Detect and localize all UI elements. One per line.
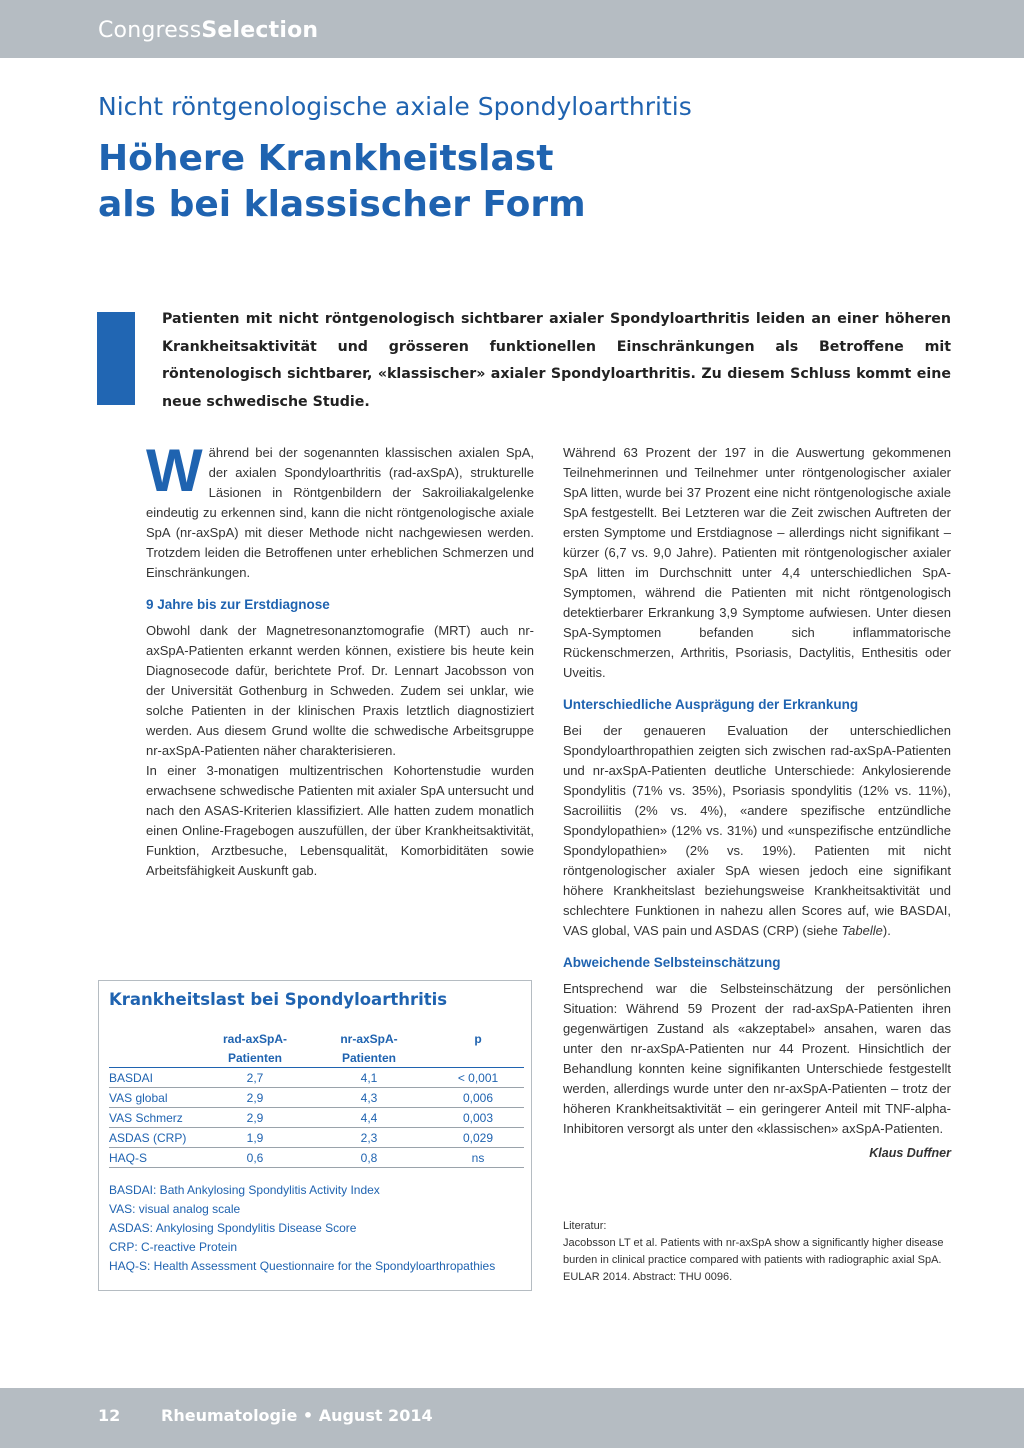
literature-label: Literatur: <box>563 1220 607 1232</box>
brand-logo <box>98 18 318 43</box>
header-cell: p <box>474 1031 482 1046</box>
table-row <box>109 1108 524 1128</box>
table-cell: 0,003 <box>432 1108 524 1128</box>
table-header-row-2 <box>109 1048 524 1068</box>
article-headline <box>98 136 586 228</box>
table-cell: 4,1 <box>306 1068 432 1088</box>
header-cell: rad-axSpA- <box>222 1031 287 1046</box>
table-title: Krankheitslast bei Spondyloarthritis <box>109 990 448 1009</box>
literature-reference: Jacobsson LT et al. Patients with nr-axSpA show a significantly higher disease burden in clinical practice compared with patients with radiographic axial SpA. EULAR 2014. Abstract: THU 0096. <box>563 1237 944 1283</box>
legend-item: BASDAI: Bath Ankylosing Spondylitis Activity Index <box>109 1183 380 1197</box>
subheading-differences: Unterschiedliche Ausprägung der Erkrankung <box>563 697 859 712</box>
table-cell: 0,8 <box>306 1148 432 1168</box>
table-row <box>109 1128 524 1148</box>
table-box <box>98 980 532 1291</box>
header-cell <box>109 1048 204 1068</box>
paragraph-differences-end: ). <box>882 923 891 938</box>
table-cell: 0,029 <box>432 1128 524 1148</box>
table-header-row-1 <box>109 1029 524 1048</box>
brand-bold: Selection <box>201 18 319 43</box>
article-lead: Patienten mit nicht röntgenologisch sichtbarer axialer Spondyloarthritis leiden an einer höheren Krankheitsaktivität und grösseren funktionellen Einschränkungen als Betroffene mit röntenologisch sichtbarer, «klassischer» axialer Spondyloarthritis. Zu diesem Schluss kommt eine neue schwedische Studie. <box>162 311 951 410</box>
brand-light: Congress <box>98 18 202 43</box>
table-row <box>109 1088 524 1108</box>
header-bar <box>0 0 1024 58</box>
header-cell <box>432 1048 524 1068</box>
legend-item: CRP: C-reactive Protein <box>109 1240 238 1254</box>
paragraph-intro <box>146 437 534 583</box>
table-cell: 4,3 <box>306 1088 432 1108</box>
table-row <box>109 1068 524 1088</box>
table-cell: 1,9 <box>204 1128 306 1148</box>
table-row <box>109 1148 524 1168</box>
table-cell: BASDAI <box>109 1068 204 1088</box>
author-name: Klaus Duffner <box>869 1146 951 1160</box>
table-cell: 2,9 <box>204 1088 306 1108</box>
table-cell: ASDAS (CRP) <box>109 1128 204 1148</box>
table-cell: 0,006 <box>432 1088 524 1108</box>
table-cell: 2,3 <box>306 1128 432 1148</box>
column-left <box>146 437 534 881</box>
column-right <box>563 443 951 1163</box>
article-kicker: Nicht röntgenologische axiale Spondyloarthritis <box>98 92 692 121</box>
paragraph-intro-text: ährend bei der sogenannten klassischen axialen SpA, der axialen Spondyloarthritis (rad-axSpA), strukturelle Läsionen in Röntgenbildern der Sakroiliakalgelenke eindeutig zu erkennen sind, kann die nicht röntgenologische axiale SpA (nr-axSpA) mit dieser Methode nicht nachgewiesen werden. Trotzdem leiden die Betroffenen unter erheblichen Schmerzen und Einschränkungen. <box>146 445 534 580</box>
table-cell: < 0,001 <box>432 1068 524 1088</box>
table-cell: 2,9 <box>204 1108 306 1128</box>
table-cell: 0,6 <box>204 1148 306 1168</box>
table-cell: HAQ-S <box>109 1148 204 1168</box>
paragraph-mrt: Obwohl dank der Magnetresonanztomografie (MRT) auch nr-axSpA-Patienten erkannt werden können, existiere bis heute kein Diagnosecode dafür, berichtete Prof. Dr. Lennart Jacobsson von der Universität Gothenburg in Schweden. Zudem sei unklar, wie solche Patienten in der klinischen Praxis letztlich diagnostiziert werden. Aus diesem Grund wollte die schwedische Arbeitsgruppe nr-axSpA-Patienten näher charakterisieren. <box>146 623 534 758</box>
legend-item: HAQ-S: Health Assessment Questionnaire for the Spondyloarthropathies <box>109 1259 496 1273</box>
header-cell: nr-axSpA- <box>340 1031 398 1046</box>
table-cell: 4,4 <box>306 1108 432 1128</box>
legend-item: ASDAS: Ankylosing Spondylitis Disease Score <box>109 1221 357 1235</box>
literature <box>563 1218 953 1286</box>
paragraph-differences-text: Bei der genaueren Evaluation der unterschiedlichen Spondyloarthropathien zeigten sich zwischen rad-axSpA-Patienten und nr-axSpA-Patienten deutliche Unterschiede: Ankylosierende Spondylitis (71% vs. 35%), Psoriasis spondylitis (12% vs. 11%), Sacroiliitis (2% vs. 4%), «andere spezifische entzündliche Spondylopathien» (12% vs. 31%) und «unspezifische entzündliche Spondylopathien» (2% vs. 19%). Patienten mit nicht röntgenologischer axialer SpA wiesen jedoch eine signifikant höhere Krankheitslast beziehungsweise Krankheitsaktivität und schlechtere Funktionen in nahezu allen Scores auf, wie BASDAI, VAS global, VAS pain und ASDAS (CRP) (siehe <box>563 723 951 938</box>
table-legend <box>109 1181 495 1276</box>
subheading-diagnosis: 9 Jahre bis zur Erstdiagnose <box>146 597 330 612</box>
table-cell: VAS global <box>109 1088 204 1108</box>
table-cell: ns <box>432 1148 524 1168</box>
table-cell: VAS Schmerz <box>109 1108 204 1128</box>
subheading-self-assessment: Abweichende Selbsteinschätzung <box>563 955 781 970</box>
headline-line-2: als bei klassischer Form <box>98 184 586 225</box>
headline-line-1: Höhere Krankheitslast <box>98 138 554 179</box>
paragraph-self-assessment: Entsprechend war die Selbsteinschätzung der persönlichen Situation: Während 59 Prozent der rad-axSpA-Patienten ihren gegenwärtigen Zustand als «akzeptabel» ansahen, waren das unter den nr-axSpA-Patienten nur 44 Prozent. Hinsichtlich der Behandlung konnten keine signifikanten Unterschiede festgestellt werden, allerdings wurde unter den nr-axSpA-Patienten – trotz der höheren Krankheitsaktivität – ein geringerer Anteil mit TNF-alpha-Inhibitoren versorgt als unter den «klassischen» axSpA-Patienten. <box>563 981 951 1136</box>
disease-burden-table <box>109 1029 524 1168</box>
paragraph-differences <box>563 721 951 941</box>
header-cell: Patienten <box>306 1048 432 1068</box>
header-cell: Patienten <box>204 1048 306 1068</box>
table-reference: Tabelle <box>841 923 883 938</box>
journal-issue: Rheumatologie • August 2014 <box>161 1406 433 1425</box>
paragraph-results: Während 63 Prozent der 197 in die Auswertung gekommenen Teilnehmerinnen und Teilnehmer unter röntgenologischer axialer SpA litten, wurde bei 37 Prozent eine nicht röntgenologische axiale SpA festgestellt. Bei Letzteren war die Zeit zwischen Auftreten der ersten Symptome und Erstdiagnose – allerdings nicht signifikant – kürzer (6,7 vs. 9,0 Jahre). Patienten mit röntgenologischer axialer SpA litten im Durchschnitt unter 4,4 unterschiedlichen SpA-Symptomen, während die Patienten mit nicht röntgenologisch detektierbarer Erkrankung 3,9 Symptome aufwiesen. Unter diesen SpA-Symptomen befanden sich inflammatorische Rückenschmerzen, Arthritis, Psoriasis, Dactylitis, Enthesitis oder Uveitis. <box>563 445 951 680</box>
page-number: 12 <box>98 1406 121 1425</box>
drop-cap: W <box>146 437 203 504</box>
footer-bar <box>0 1388 1024 1448</box>
table-cell: 2,7 <box>204 1068 306 1088</box>
header-cell <box>109 1029 204 1048</box>
legend-item: VAS: visual analog scale <box>109 1202 241 1216</box>
paragraph-study: In einer 3-monatigen multizentrischen Kohortenstudie wurden erwachsene schwedische Patienten mit axialer SpA untersucht und nach den ASAS-Kriterien klassifiziert. Alle hatten zudem monatlich einen Online-Fragebogen auszufüllen, der über Krankheitsaktivität, Funktion, Arztbesuche, Lebensqualität, Komorbiditäten sowie Arbeitsfähigkeit Auskunft gab. <box>146 763 534 878</box>
lead-accent-bar <box>97 312 135 405</box>
